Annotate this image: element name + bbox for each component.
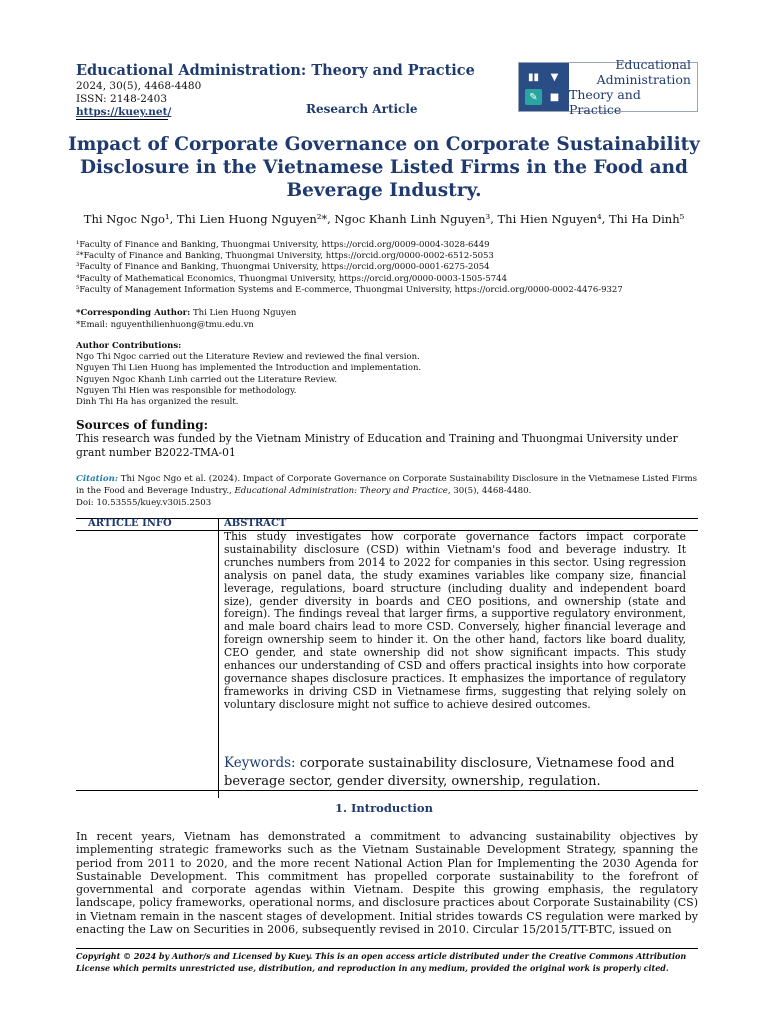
contribution-line: Dinh Thi Ha has organized the result.	[76, 397, 239, 408]
contribution-line: Nguyen Thi Hien was responsible for methodology.	[76, 385, 297, 396]
issn: ISSN: 2148-2403	[76, 93, 168, 105]
contribution-line: Nguyen Ngoc Khanh Linh carried out the Literature Review.	[76, 374, 338, 385]
article-info-label: ARTICLE INFO	[88, 518, 172, 529]
journal-url-link[interactable]: https://kuey.net/	[76, 106, 172, 118]
logo-text	[569, 57, 697, 117]
affiliation-2: ²*Faculty of Finance and Banking, Thuongmai University, https://orcid.org/0000-0002-6512-5053	[76, 251, 494, 262]
citation-doi: Doi: 10.53555/kuey.v30i5.2503	[76, 497, 212, 508]
citation-label: Citation:	[76, 474, 119, 484]
affiliation-5: ⁵Faculty of Management Information Systems and E-commerce, Thuongmai University, https://orcid.org/0000-0002-4476-9327	[76, 284, 623, 295]
corresponding-author	[76, 308, 296, 331]
author-list: Thi Ngoc Ngo¹, Thi Lien Huong Nguyen²*, Ngoc Khanh Linh Nguyen³, Thi Hien Nguyen⁴, Thi Ha Dinh⁵	[83, 212, 685, 226]
introduction-text: In recent years, Vietnam has demonstrated a commitment to advancing sustainability objectives by implementing strategic frameworks such as the Vietnam Sustainable Development Strategy, spanning the period from 2011 to 2020, and the more recent National Action Plan for Implementing the 2030 Agenda for Sustainable Development. This commitment has propelled corporate sustainability to the forefront of governmental and corporate agendas within Vietnam. Despite this growing emphasis, the regulatory landscape, policy frameworks, operational norms, and disclosure practices about Corporate Sustainability (CS) in Vietnam remain in the nascent stages of development. Initial strides towards CS regulation were marked by enacting the Law on Securities in 2006, subsequently revised in 2010. Circular 15/2015/TT-BTC, issued on	[76, 830, 698, 937]
affiliation-1: ¹Faculty of Finance and Banking, Thuongmai University, https://orcid.org/0009-0004-3028-6449	[76, 240, 490, 250]
citation-text: Thi Ngoc Ngo et al. (2024). Impact of Corporate Governance on Corporate Sustainability Disclosure in the Vietnamese Listed Firms in the Food and Beverage Industry.,	[76, 474, 698, 496]
logo-line-3: Theory and Practice	[569, 87, 641, 117]
bookmark-icon: ▼	[546, 69, 563, 85]
book-icon: ▮▮	[525, 69, 542, 85]
keywords-label: Keywords:	[224, 755, 296, 771]
corresponding-label: *Corresponding Author:	[76, 308, 191, 318]
contributions-heading: Author Contributions:	[76, 341, 182, 351]
citation-block	[76, 474, 706, 509]
corresponding-email: *Email: nguyenthilienhuong@tmu.edu.vn	[76, 319, 254, 330]
citation-pages: , 30(5), 4468-4480.	[447, 485, 532, 496]
logo-line-2: Administration	[596, 72, 691, 87]
logo-line-1: Educational	[615, 57, 691, 72]
header-rule	[76, 119, 168, 120]
paper-title: Impact of Corporate Governance on Corporate Sustainability Disclosure in the Vietnamese Listed Firms in the Food and Beverage Industry.	[68, 134, 700, 201]
corresponding-name: Thi Lien Huong Nguyen	[192, 308, 297, 318]
journal-logo	[518, 57, 698, 117]
journal-title: Educational Administration: Theory and Practice	[76, 62, 475, 79]
contribution-line: Nguyen Thi Lien Huong has implemented the Introduction and implementation.	[76, 363, 422, 374]
keywords-text: corporate sustainability disclosure, Vietnamese food and beverage sector, gender diversity, ownership, regulation.	[224, 756, 675, 789]
affiliations	[76, 240, 623, 296]
funding-section	[76, 418, 706, 459]
affiliation-3: ³Faculty of Finance and Banking, Thuongmai University, https://orcid.org/0000-0001-6275-2054	[76, 262, 490, 273]
affiliation-4: ⁴Faculty of Mathematical Economics, Thuongmai University, https://orcid.org/0000-0003-1505-5744	[76, 273, 507, 284]
footer-rule	[76, 948, 698, 949]
copyright-footer: Copyright © 2024 by Author/s and Licensed by Kuey. This is an open access article distributed under the Creative Commons Attribution License which permits unrestricted use, distribution, and reproduction in any medium, provided the original work is properly cited.	[76, 951, 687, 973]
contribution-line: Ngo Thi Ngoc carried out the Literature Review and reviewed the final version.	[76, 352, 420, 363]
pencil-icon: ✎	[525, 89, 542, 105]
citation-journal: Educational Administration: Theory and Practice	[234, 485, 448, 496]
section-heading-introduction: 1. Introduction	[335, 801, 433, 815]
keywords	[224, 754, 694, 791]
funding-heading: Sources of funding:	[76, 418, 209, 432]
column-divider	[218, 518, 219, 798]
abstract-label: ABSTRACT	[224, 518, 287, 529]
volume-line: 2024, 30(5), 4468-4480	[76, 80, 202, 92]
funding-text: This research was funded by the Vietnam Ministry of Education and Training and Thuongmai University under grant number B2022-TMA-01	[76, 432, 678, 459]
article-type: Research Article	[306, 102, 418, 116]
logo-icon-grid	[519, 63, 569, 111]
info-rule-bottom	[76, 790, 698, 791]
square-icon: ■	[546, 89, 563, 105]
abstract-text: This study investigates how corporate governance factors impact corporate sustainability disclosure (CSD) within Vietnam's food and beverage industry. It crunches numbers from 2014 to 2022 for companies in this sector. Using regression analysis on panel data, the study examines variables like company size, financial leverage, regulations, board structure (including duality and independent board size), gender diversity in boards and CEO positions, and ownership (state and foreign). The findings reveal that larger firms, a supportive regulatory environment, and male board chairs lead to more CSD. Conversely, higher financial leverage and foreign ownership seem to hinder it. On the other hand, factors like board duality, CEO gender, and state ownership did not show significant impacts. This study enhances our understanding of CSD and offers practical insights into how corporate governance shapes disclosure practices. It emphasizes the importance of regulatory frameworks in driving CSD in Vietnamese firms, suggesting that relying solely on voluntary disclosure might not suffice to achieve desired outcomes.	[224, 530, 686, 711]
author-contributions	[76, 341, 421, 408]
